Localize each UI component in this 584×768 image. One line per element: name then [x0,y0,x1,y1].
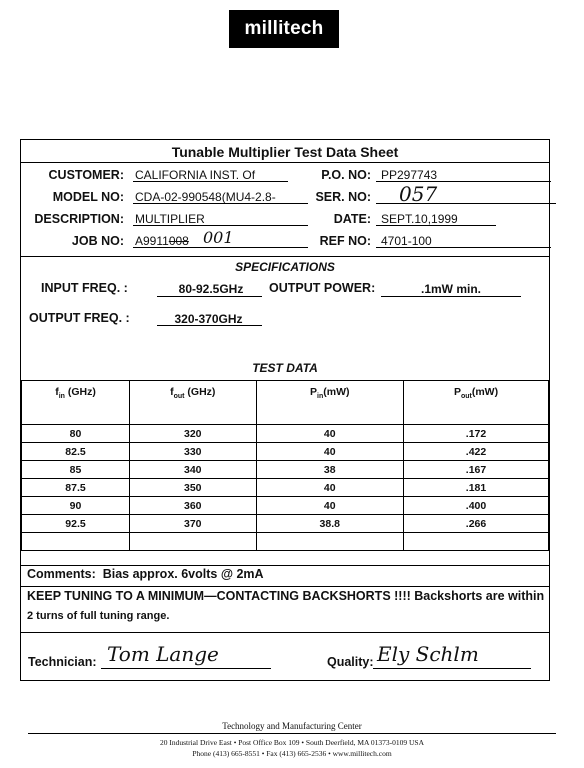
table-row [22,425,549,443]
table-cell: 340 [130,461,256,479]
table-row [22,443,549,461]
ref-underline [376,247,551,248]
table-row [22,461,549,479]
description-label: DESCRIPTION: [34,212,124,226]
job-underline [133,247,308,248]
table-cell [404,533,549,551]
comments-text: Bias approx. 6volts @ 2mA [102,567,264,581]
comments-label: Comments: [27,567,96,581]
customer-underline [133,181,288,182]
date-value: SEPT.10,1999 [381,212,458,226]
footer-center-name: Technology and Manufacturing Center [222,721,362,731]
table-cell: 370 [130,515,256,533]
date-label: DATE: [333,212,371,226]
output-power-underline [381,296,521,297]
col-pin-header: $P_{in}(mW)$ [256,381,404,425]
ser-underline [376,203,556,204]
quality-underline [373,668,531,669]
sheet-title: Tunable Multiplier Test Data Sheet [171,144,399,160]
comments-line [27,567,264,581]
table-cell: 40 [256,479,404,497]
quality-signature: Ely Schlm [377,642,479,666]
comments-note-line2: 2 turns of full tuning range. [27,610,170,622]
col-pout-header: $P_{out}(mW)$ [404,381,549,425]
table-cell: 80 [22,425,130,443]
customer-label: CUSTOMER: [48,168,124,182]
po-value: PP297743 [381,168,438,182]
comments-note-divider [21,586,549,587]
comments-divider [21,565,549,566]
customer-value: CALIFORNIA INST. Of [135,168,256,182]
title-divider [21,162,549,163]
job-prefix: A9911 [135,234,169,248]
col-fin-header: $f_{in}$ (GHz) [22,381,130,425]
technician-label: Technician: [28,655,97,669]
output-freq-label: OUTPUT FREQ. : [29,311,130,325]
test-data-table [21,380,549,551]
date-underline [376,225,496,226]
ref-label: REF NO: [319,234,371,248]
ref-value: 4701-100 [381,234,432,248]
output-freq-underline [157,325,262,326]
table-row [22,515,549,533]
technician-signature: Tom Lange [107,642,219,666]
output-power-value: .1mW min. [421,282,482,296]
test-data-sheet [20,139,550,681]
table-cell: 90 [22,497,130,515]
table-cell [22,533,130,551]
table-cell: 40 [256,425,404,443]
specifications-title: SPECIFICATIONS [235,260,335,274]
job-label: JOB NO: [71,234,124,248]
table-cell: 360 [130,497,256,515]
input-freq-value: 80-92.5GHz [178,282,244,296]
table-cell: 350 [130,479,256,497]
job-value [135,234,189,248]
po-label: P.O. NO: [321,168,371,182]
test-data-title: TEST DATA [252,361,318,375]
input-freq-underline [157,296,262,297]
model-value: CDA-02-990548(MU4-2.8- [135,190,276,204]
table-cell: .400 [404,497,549,515]
ser-value: 057 [399,182,438,206]
table-row [22,533,549,551]
table-cell: .172 [404,425,549,443]
millitech-logo: millitech [229,10,339,48]
quality-label: Quality: [327,655,374,669]
table-cell: 87.5 [22,479,130,497]
col-fout-header: $f_{out}$ (GHz) [130,381,256,425]
footer-contact: Phone (413) 665-8551 • Fax (413) 665-2536 • www.millitech.com [192,749,392,758]
input-freq-label: INPUT FREQ. : [41,281,128,295]
table-cell: .422 [404,443,549,461]
description-underline [133,225,308,226]
table-cell: 330 [130,443,256,461]
model-label: MODEL NO: [52,190,124,204]
table-cell: .167 [404,461,549,479]
table-cell: .266 [404,515,549,533]
output-power-label: OUTPUT POWER: [269,281,376,295]
footer-address: 20 Industrial Drive East • Post Office Box 109 • South Deerfield, MA 01373-0109 USA [159,738,425,747]
output-freq-value: 320-370GHz [174,312,243,326]
table-cell: 40 [256,497,404,515]
signature-divider [21,632,549,633]
table-row [22,479,549,497]
table-cell: 38.8 [256,515,404,533]
job-handwritten: 001 [203,228,234,247]
table-cell: 82.5 [22,443,130,461]
table-cell [256,533,404,551]
description-value: MULTIPLIER [135,212,205,226]
table-cell: 38 [256,461,404,479]
table-cell: 92.5 [22,515,130,533]
table-cell [130,533,256,551]
comments-note-line1: KEEP TUNING TO A MINIMUM—CONTACTING BACKSHORTS !!!! Backshorts are within [27,589,545,603]
footer-divider [28,733,556,734]
table-row [22,497,549,515]
table-cell: 320 [130,425,256,443]
table-header-row [22,381,549,425]
model-underline [133,203,308,204]
table-cell: 85 [22,461,130,479]
technician-underline [101,668,271,669]
job-struck: 008 [168,234,189,248]
table-cell: 40 [256,443,404,461]
ser-label: SER. NO: [315,190,371,204]
table-cell: .181 [404,479,549,497]
header-divider [21,256,549,257]
